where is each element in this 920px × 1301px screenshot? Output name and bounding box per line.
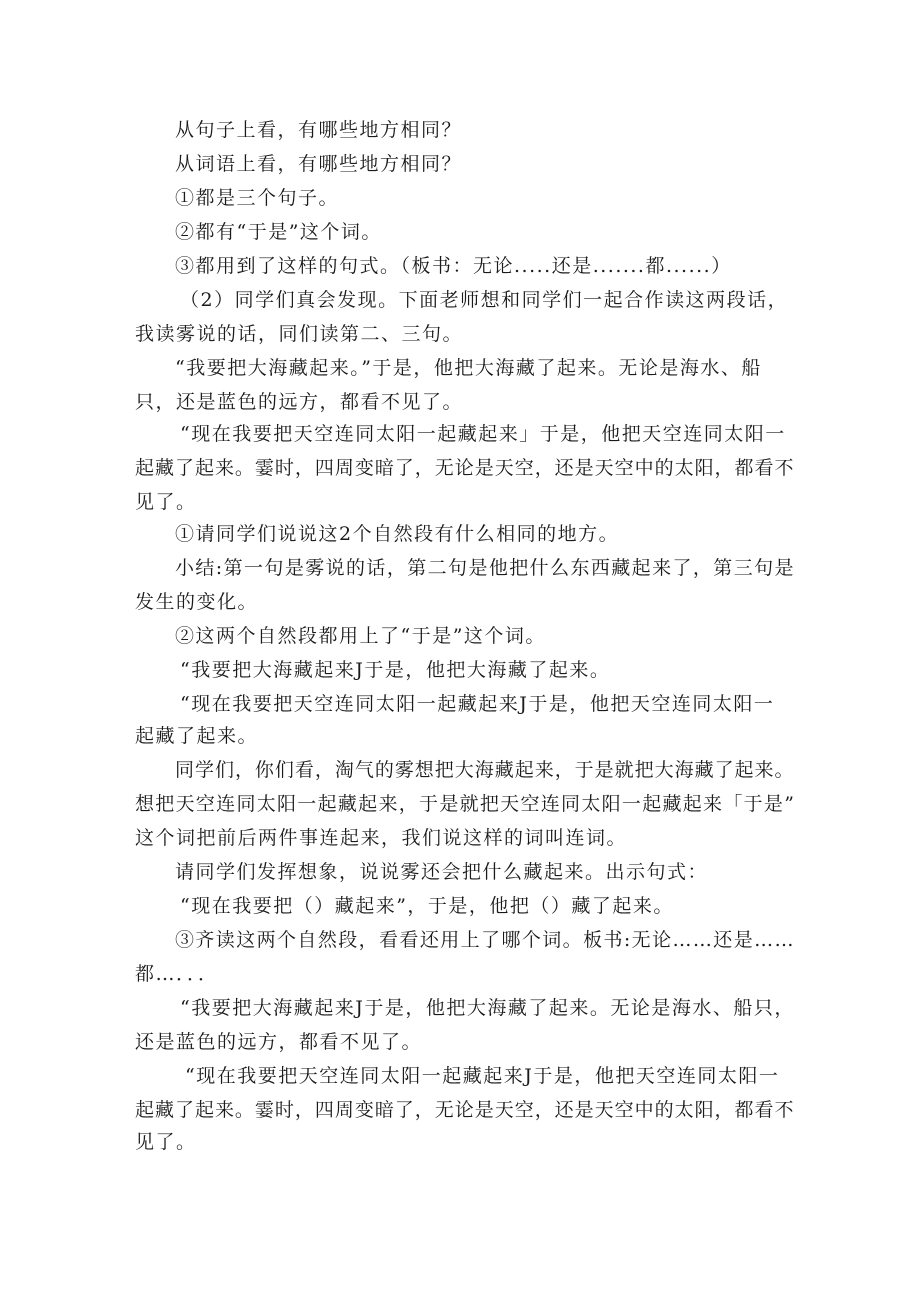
text-line: “现在我要把（）藏起来”，于是，他把（）藏了起来。 <box>180 895 674 917</box>
text-line: “我要把大海藏起来J于是，他把大海藏了起来。 <box>180 659 611 681</box>
text-line: ①都是三个句子。 <box>175 187 340 209</box>
text-line: 起藏了起来。 <box>135 725 259 747</box>
text-line: 这个词把前后两件事连起来，我们说这样的词叫连词。 <box>135 827 628 849</box>
text-line: 都…．．． <box>135 963 219 985</box>
text-line: ③都用到了这样的句式。（板书：无论.....还是.......都......） <box>175 255 732 277</box>
text-line: 还是蓝色的远方，都看不见了。 <box>135 1031 423 1053</box>
text-line: ②这两个自然段都用上了“于是”这个词。 <box>175 625 546 647</box>
text-line: “现在我要把天空连同太阳一起藏起来」于是，他把天空连同太阳一 <box>180 423 786 445</box>
text-line: 发生的变化。 <box>135 591 259 613</box>
text-line: 起藏了起来。霎时，四周变暗了，无论是天空，还是天空中的太阳，都看不 <box>135 1099 795 1121</box>
text-line: 见了。 <box>135 491 197 513</box>
text-line: “现在我要把天空连同太阳一起藏起来J于是，他把天空连同太阳一 <box>180 693 775 715</box>
text-line: 同学们，你们看，淘气的雾想把大海藏起来，于是就把大海藏了起来。 <box>175 759 795 781</box>
text-line: “我要把大海藏起来。”于是，他把大海藏了起来。无论是海水、船 <box>175 357 762 379</box>
text-line: ②都有“于是”这个词。 <box>175 221 382 243</box>
text-line: 从词语上看，有哪些地方相同？ <box>175 153 463 175</box>
text-line: 想把天空连同太阳一起藏起来，于是就把天空连同太阳一起藏起来「于是” <box>135 793 796 815</box>
text-line: ①请同学们说说这2个自然段有什么相同的地方。 <box>175 523 620 545</box>
text-line: 我读雾说的话，同们读第二、三句。 <box>135 323 464 345</box>
text-line: 起藏了起来。霎时，四周变暗了，无论是天空，还是天空中的太阳，都看不 <box>135 457 795 479</box>
text-line: （2）同学们真会发现。下面老师想和同学们一起合作读这两段话， <box>180 289 789 311</box>
text-line: “现在我要把天空连同太阳一起藏起来J于是，他把天空连同太阳一 <box>185 1065 780 1087</box>
text-line: ③齐读这两个自然段，看看还用上了哪个词。板书:无论……还是…… <box>175 929 795 951</box>
text-line: 请同学们发挥想象，说说雾还会把什么藏起来。出示句式： <box>175 861 709 883</box>
text-line: 只，还是蓝色的远方，都看不见了。 <box>135 391 464 413</box>
text-line: 见了。 <box>135 1131 197 1153</box>
text-line: “我要把大海藏起来J于是，他把大海藏了起来。无论是海水、船只， <box>180 997 795 1019</box>
text-line: 小结:第一句是雾说的话，第二句是他把什么东西藏起来了，第三句是 <box>175 557 795 579</box>
text-line: 从句子上看，有哪些地方相同？ <box>175 119 463 141</box>
